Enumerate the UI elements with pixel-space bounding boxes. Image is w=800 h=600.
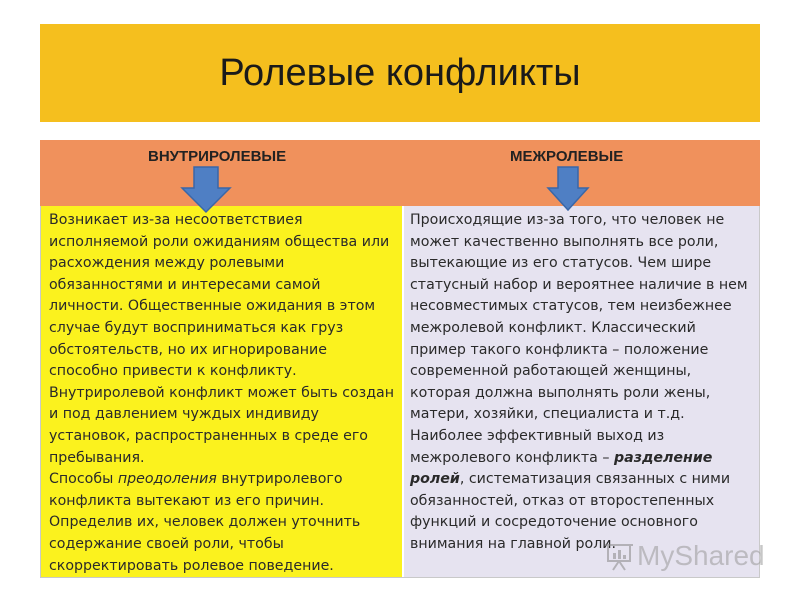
column-heading-interrole: МЕЖРОЛЕВЫЕ [510,148,624,165]
interrole-paragraph [410,210,753,556]
slide-title: Ролевые конфликты [219,51,581,94]
overcoming-text-start: Способы [49,471,118,488]
intrarole-description-cell [40,206,402,577]
presentation-board-icon [605,541,633,571]
down-arrow-icon [546,166,590,212]
table-header-row [40,140,760,206]
watermark [605,540,765,572]
comparison-table [40,140,760,578]
interrole-text-start: Происходящие из-за того, что человек не может качественно выполнять все роли, вытекающие из его статусов. Чем шире статусный набор и вероятнее наличие в нем несовместимых статусов, тем неизбежнее межролевой конфликт. Классический пример такого конфликта – положение современной работающей женщины, которая должна выполнять роли жены, матери, хозяйки, специалиста и т.д. Наиболее эффективный выход из межролевого конфликта – [410,212,748,466]
watermark-text: MyShared [637,540,765,571]
title-banner [40,24,760,122]
interrole-text-end: , систематизация связанных с ними обязанностей, отказ от второстепенных функций и сосредоточение основного внимания на главной роли. [410,471,731,552]
interrole-emphasis: разделение ролей [410,449,713,488]
overcoming-text-end: внутриролевого конфликта вытекают из его причин. Определив их, человек должен уточнить содержание своей роли, чтобы скорректировать ролевое поведение. [49,471,361,574]
down-arrow-icon [180,166,232,214]
intrarole-paragraph: Возникает из-за несоответствиея исполняемой роли ожиданиям общества или расхождения между ролевыми обязанностями и интересами самой личности. Общественные ожидания в этом случае будут восприниматься как груз обстоятельств, но их игнорирование способно привести к конфликту. Внутриролевой конфликт может быть создан и под давлением чуждых индивиду установок, распространенных в среде его пребывания. [49,212,394,466]
intrarole-overcoming-paragraph [49,469,396,577]
overcoming-emphasis: преодоления [117,471,217,488]
column-heading-intrarole: ВНУТРИРОЛЕВЫЕ [148,148,287,165]
interrole-description-cell [404,206,760,577]
